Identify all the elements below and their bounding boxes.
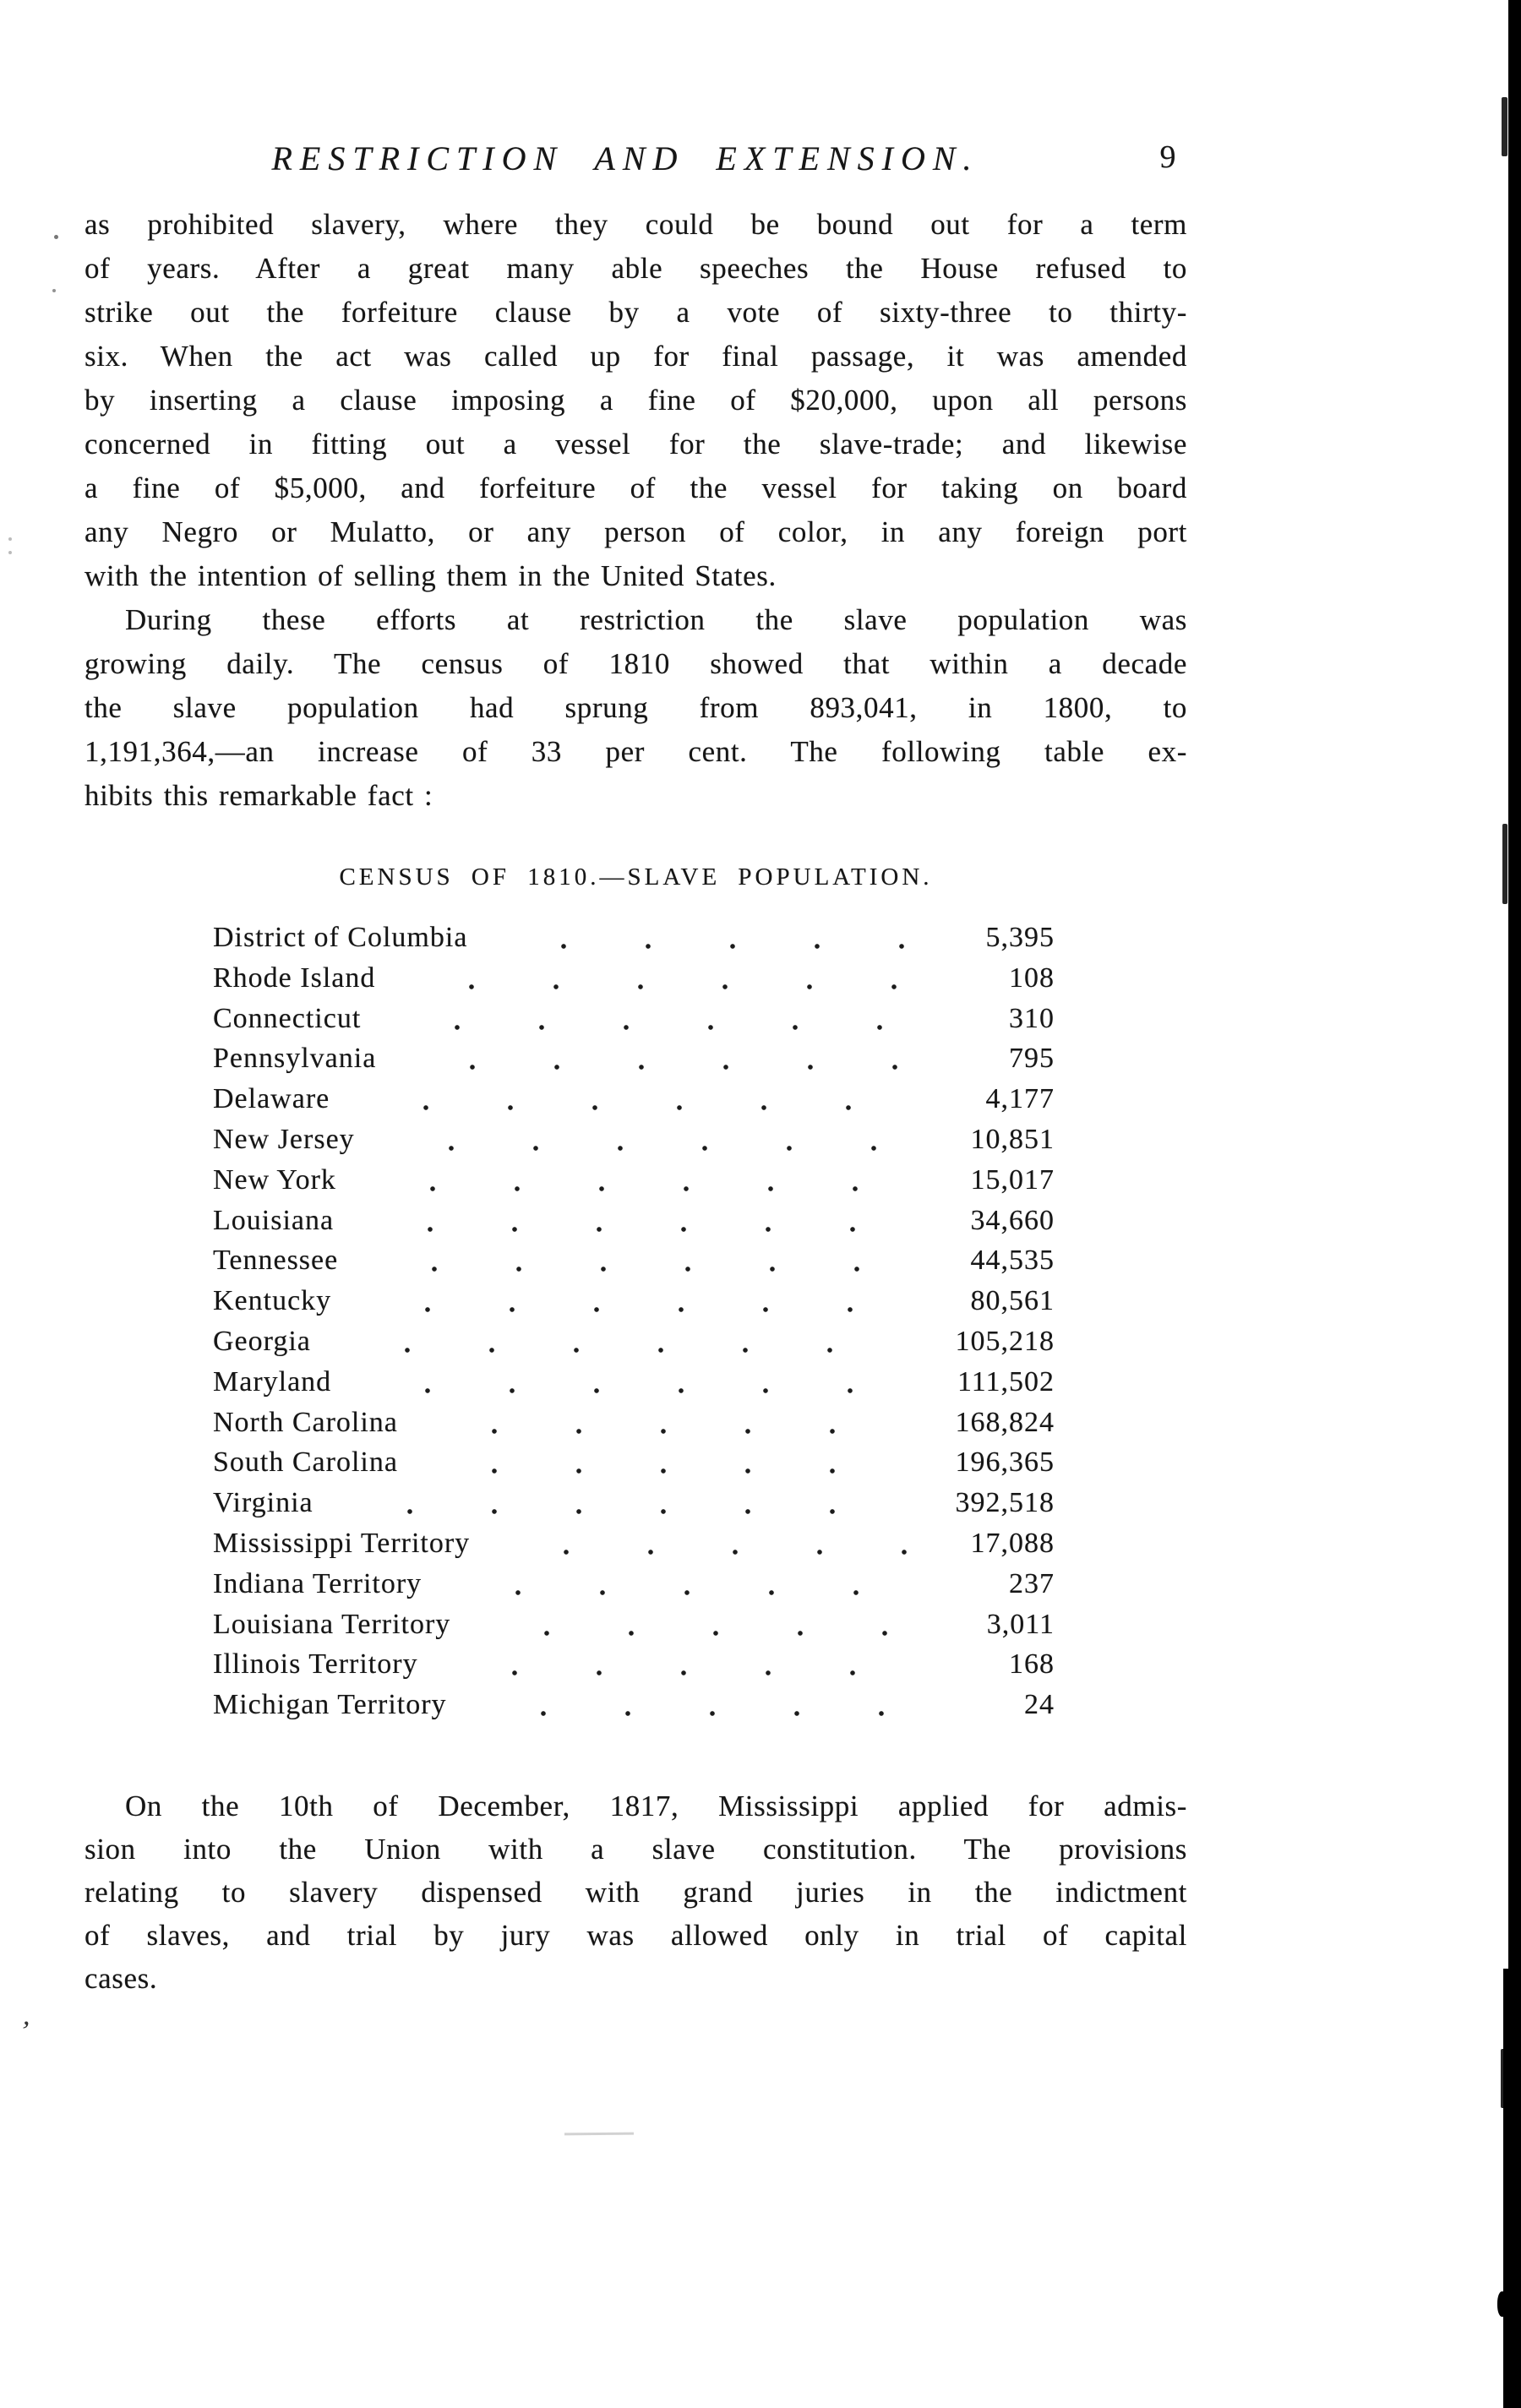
scan-speck (8, 537, 12, 541)
paragraph-line: During these efforts at restriction the slave population was (125, 603, 1187, 636)
table-row (213, 1564, 1055, 1604)
dot-leader (466, 1604, 907, 1645)
body-text (84, 203, 1187, 818)
state-value: 5,395 (985, 922, 1055, 953)
dot-leader (413, 1403, 907, 1443)
state-value: 108 (1009, 962, 1055, 994)
paragraph-line: sion into the Union with a slave constitution. The provisions (84, 1833, 1187, 1866)
state-name: District of Columbia (213, 922, 468, 953)
table-row (213, 999, 1055, 1039)
dot-leader (326, 1321, 907, 1362)
state-value: 310 (1009, 1002, 1055, 1034)
state-value: 196,365 (955, 1446, 1055, 1479)
state-name: Tennessee (213, 1245, 339, 1277)
table-row (213, 1281, 1055, 1321)
paragraph-line: by inserting a clause imposing a fine of $20,000, upon all persons (84, 384, 1187, 417)
state-name: Illinois Territory (213, 1648, 418, 1681)
paragraph-line: 1,191,364,—an increase of 33 per cent. The following table ex- (84, 735, 1187, 768)
paragraph-line: any Negro or Mulatto, or any person of color, in any foreign port (84, 515, 1187, 548)
census-table (213, 918, 1055, 1725)
table-row (213, 1442, 1055, 1483)
state-name: Delaware (213, 1083, 330, 1115)
table-row (213, 1321, 1055, 1362)
paragraph-line: concerned in fitting out a vessel for the slave-trade; and likewise (84, 428, 1187, 460)
state-value: 795 (1009, 1043, 1055, 1075)
state-name: Virginia (213, 1487, 313, 1519)
table-row (213, 1120, 1055, 1160)
state-name: Connecticut (213, 1002, 362, 1034)
table-row (213, 1362, 1055, 1403)
dot-leader (352, 1160, 907, 1201)
state-value: 80,561 (970, 1285, 1055, 1317)
table-row (213, 1201, 1055, 1241)
running-head-title: RESTRICTION AND EXTENSION. (271, 139, 979, 177)
scan-gutter-bar-lower (1503, 1969, 1521, 2408)
dot-leader (353, 1240, 907, 1281)
state-value: 17,088 (970, 1527, 1055, 1559)
state-value: 44,535 (970, 1245, 1055, 1277)
table-row (213, 1160, 1055, 1201)
state-name: New Jersey (213, 1123, 355, 1155)
dot-leader (346, 1281, 907, 1321)
scan-speck (564, 2133, 634, 2136)
dot-leader (346, 1362, 907, 1403)
dot-leader (485, 1523, 907, 1564)
table-row (213, 958, 1055, 999)
state-name: Georgia (213, 1325, 311, 1357)
dot-leader (376, 999, 907, 1039)
table-row (213, 1604, 1055, 1645)
scan-speck (54, 235, 58, 239)
state-value: 168,824 (955, 1406, 1055, 1438)
state-name: Maryland (213, 1365, 332, 1397)
scan-speck (8, 551, 12, 554)
dot-leader (437, 1564, 907, 1604)
state-name: New York (213, 1163, 336, 1196)
dot-leader (390, 958, 907, 999)
paragraph-line: strike out the forfeiture clause by a vote of sixty-three to thirty- (84, 296, 1187, 329)
paragraph-line: cases. (84, 1962, 158, 1995)
state-name: North Carolina (213, 1406, 398, 1438)
table-row (213, 1240, 1055, 1281)
paragraph-line: as prohibited slavery, where they could be bound out for a term (84, 208, 1187, 241)
scan-speck (1502, 97, 1507, 156)
paragraph-line: a fine of $5,000, and forfeiture of the vessel for taking on board (84, 471, 1187, 504)
dot-leader (391, 1038, 907, 1079)
paragraph-line: hibits this remarkable fact : (84, 779, 433, 812)
dot-leader (345, 1079, 907, 1120)
scan-speck: ’ (18, 2015, 32, 2048)
scan-speck (1501, 2049, 1507, 2108)
table-row (213, 1403, 1055, 1443)
paragraph-line: six. When the act was called up for final passage, it was amended (84, 340, 1187, 373)
state-value: 237 (1009, 1567, 1055, 1599)
dot-leader (482, 918, 907, 958)
table-row (213, 1483, 1055, 1523)
scan-speck (1497, 2291, 1507, 2317)
state-value: 392,518 (955, 1487, 1055, 1519)
paragraph-line: with the intention of selling them in the United States. (84, 559, 777, 592)
state-name: Pennsylvania (213, 1043, 377, 1075)
table-row (213, 1038, 1055, 1079)
state-name: Mississippi Territory (213, 1527, 471, 1559)
paragraph-line: On the 10th of December, 1817, Mississippi applied for admis- (125, 1790, 1187, 1822)
state-value: 10,851 (970, 1123, 1055, 1155)
state-value: 168 (1009, 1648, 1055, 1681)
dot-leader (462, 1685, 907, 1725)
table-row (213, 1685, 1055, 1725)
state-name: Rhode Island (213, 962, 376, 994)
state-value: 4,177 (985, 1083, 1055, 1115)
dot-leader (413, 1442, 907, 1483)
scan-speck (52, 289, 56, 292)
state-value: 3,011 (986, 1608, 1055, 1640)
table-row (213, 1079, 1055, 1120)
paragraph-line: the slave population had sprung from 893,041, in 1800, to (84, 691, 1187, 724)
state-name: Louisiana (213, 1204, 335, 1236)
body-text (84, 1784, 1187, 2000)
state-value: 34,660 (970, 1204, 1055, 1236)
state-name: South Carolina (213, 1446, 398, 1479)
state-name: Louisiana Territory (213, 1608, 451, 1640)
paragraph-line: of slaves, and trial by jury was allowed only in trial of capital (84, 1919, 1187, 1952)
paragraph-line: growing daily. The census of 1810 showed that within a decade (84, 647, 1187, 680)
census-table-title: CENSUS OF 1810.—SLAVE POPULATION. (339, 864, 933, 891)
scan-speck (1502, 824, 1507, 904)
state-name: Indiana Territory (213, 1567, 422, 1599)
page-number: 9 (1159, 139, 1176, 175)
dot-leader (370, 1120, 907, 1160)
dot-leader (349, 1201, 907, 1241)
state-value: 15,017 (970, 1163, 1055, 1196)
paragraph-line: relating to slavery dispensed with grand juries in the indictment (84, 1876, 1187, 1909)
table-row (213, 918, 1055, 958)
state-value: 24 (1024, 1689, 1055, 1721)
dot-leader (433, 1644, 907, 1685)
paragraph-line: of years. After a great many able speeches the House refused to (84, 252, 1187, 285)
dot-leader (329, 1483, 907, 1523)
state-name: Kentucky (213, 1285, 332, 1317)
state-value: 105,218 (955, 1325, 1055, 1357)
state-name: Michigan Territory (213, 1689, 447, 1721)
table-row (213, 1523, 1055, 1564)
table-row (213, 1644, 1055, 1685)
state-value: 111,502 (957, 1365, 1055, 1397)
